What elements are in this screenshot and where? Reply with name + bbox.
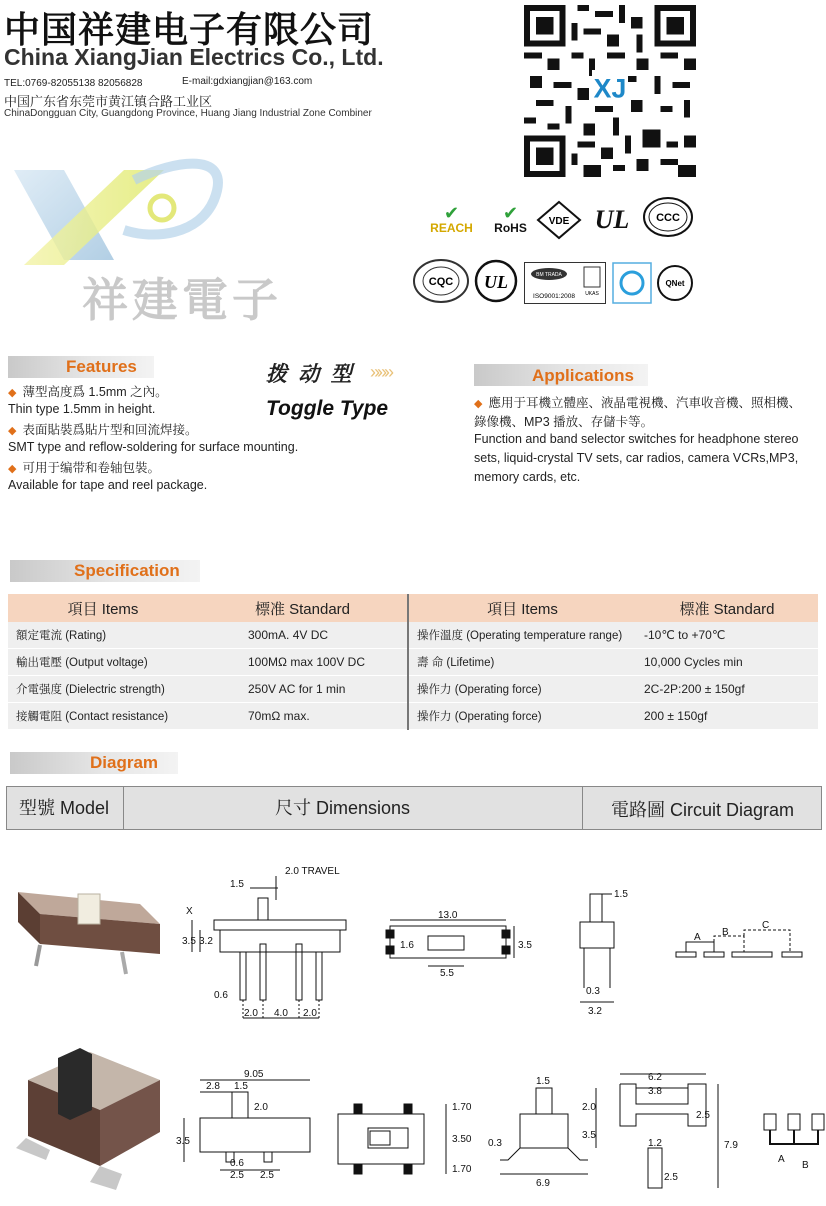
features-header (8, 356, 154, 378)
dim-label: 7.9 (724, 1140, 738, 1151)
vde-badge (536, 200, 582, 240)
chevron-right-icon: »»» (370, 362, 392, 382)
dim-label: 0.6 (214, 990, 228, 1001)
iso-badge (524, 262, 606, 304)
diagram-column-header (6, 786, 822, 830)
dim-label: 13.0 (438, 910, 458, 921)
qr-center-logo: XJ (593, 73, 627, 104)
reach-badge: ✔ REACH (430, 203, 473, 235)
dim-label: A (694, 932, 701, 943)
rohs-badge: ✔ RoHS (494, 203, 527, 235)
top-view-2 (338, 1104, 446, 1174)
diamond-icon: ◆ (474, 398, 483, 410)
dim-label: 4.0 (274, 1008, 288, 1019)
spec-cell: 壽 命 (Lifetime) (408, 649, 636, 676)
dim-label: 1.6 (400, 940, 414, 951)
applications-en-2: sets, liquid-crystal TV sets, car radios, camera VCRs,MP3, (474, 451, 799, 465)
logo-text-cn: 祥建電子 (82, 273, 282, 327)
applications-en-3: memory cards, etc. (474, 470, 581, 484)
address-en: ChinaDongguan City, Guangdong Province, Huang Jiang Industrial Zone Combiner (4, 108, 372, 119)
spec-header-items-left: 項目 Items (8, 594, 198, 622)
dim-label: 2.0 (582, 1102, 596, 1113)
spec-table (8, 594, 818, 730)
feature-2-cn: ◆ 表面貼裝爲貼片型和回流焊接。 (8, 423, 198, 437)
cqc-badge (412, 258, 470, 304)
dim-label: 0.3 (488, 1138, 502, 1149)
dim-label: 9.05 (244, 1069, 264, 1080)
dim-label: 3.5 (518, 940, 532, 951)
dim-label: 3.8 (648, 1086, 662, 1097)
spec-header-items-right: 項目 Items (408, 594, 636, 622)
ul-listed-badge (474, 258, 518, 304)
dim-label: 2.0 TRAVEL (285, 866, 340, 877)
qr-code (524, 5, 696, 177)
type-en: Toggle Type (266, 397, 389, 420)
table-row (8, 676, 818, 703)
spec-cell: 70mΩ max. (198, 703, 408, 730)
dim-label: 3.5 (176, 1136, 190, 1147)
ul-recognized-badge: UL (594, 205, 630, 234)
dim-label: 1.5 (234, 1081, 248, 1092)
spec-cell: -10℃ to +70℃ (636, 622, 818, 649)
svg-text:BM TRADA: BM TRADA (536, 272, 562, 278)
dim-label: 1.70 (452, 1102, 472, 1113)
dim-label: B (722, 927, 729, 938)
spec-cell: 額定電流 (Rating) (8, 622, 198, 649)
dim-label: 2.5 (260, 1170, 274, 1181)
dim-label: 3.5 (582, 1130, 596, 1141)
table-row (8, 703, 818, 730)
telephone: TEL:0769-82055138 82056828 (4, 78, 143, 89)
svg-text:ISO9001:2008: ISO9001:2008 (533, 293, 575, 300)
spec-header-standard-right: 標准 Standard (636, 594, 818, 622)
diagram-col-dimensions: 尺寸 Dimensions (275, 798, 411, 818)
diamond-icon: ◆ (8, 387, 17, 399)
qnet-badge (656, 262, 694, 304)
applications-cn-2: 錄像機、MP3 播放、存儲卡等。 (474, 415, 654, 429)
company-name-cn: 中国祥建电子有限公司 (4, 10, 375, 51)
ccc-badge (642, 196, 694, 238)
dim-label: 2.5 (664, 1172, 678, 1183)
dim-label: 1.5 (230, 879, 244, 890)
spec-header-row (8, 594, 818, 622)
feature-1-cn: ◆ 薄型高度爲 1.5mm 之內。 (8, 385, 168, 399)
check-icon: ✔ (502, 203, 519, 223)
spec-cell: 操作力 (Operating force) (408, 676, 636, 703)
spec-cell: 輸出電壓 (Output voltage) (8, 649, 198, 676)
spec-header-standard-left: 標准 Standard (198, 594, 408, 622)
svg-text:VDE: VDE (548, 216, 570, 227)
svg-text:UL: UL (484, 272, 508, 292)
dim-label: 0.3 (586, 986, 600, 997)
applications-header (474, 364, 648, 386)
dim-label: 3.2 (588, 1006, 602, 1017)
dim-label: 2.0 (254, 1102, 268, 1113)
feature-1-en: Thin type 1.5mm in height. (8, 402, 156, 416)
diamond-icon: ◆ (8, 425, 17, 437)
feature-3-en: Available for tape and reel package. (8, 478, 208, 492)
product-photo-1 (18, 892, 160, 974)
email: E-mail:gdxiangjian@163.com (182, 76, 313, 87)
diagram-col-circuit: 電路圖 Circuit Diagram (611, 800, 795, 820)
product-photo-2 (16, 1048, 160, 1190)
spec-cell: 250V AC for 1 min (198, 676, 408, 703)
diamond-icon: ◆ (8, 463, 17, 475)
table-row (8, 622, 818, 649)
diagram-title: Diagram (90, 753, 159, 772)
dim-label: 2.5 (230, 1170, 244, 1181)
dim-label: 3.2 (199, 936, 213, 947)
dim-label: 1.70 (452, 1164, 472, 1175)
spec-cell: 10,000 Cycles min (636, 649, 818, 676)
dim-label: 0.6 (230, 1158, 244, 1169)
diagram-drawings (0, 848, 826, 1206)
dim-label: 1.5 (614, 889, 628, 900)
dim-label: B (802, 1160, 809, 1171)
spec-cell: 2C-2P:200 ± 150gf (636, 676, 818, 703)
dim-label: 6.9 (536, 1178, 550, 1189)
dim-label: A (778, 1154, 785, 1165)
dim-label: 3.5 (182, 936, 196, 947)
dim-label: X (186, 906, 193, 917)
dim-label: 5.5 (440, 968, 454, 979)
dim-label: 6.2 (648, 1072, 662, 1083)
table-row (8, 649, 818, 676)
dim-label: 2.8 (206, 1081, 220, 1092)
spec-cell: 操作溫度 (Operating temperature range) (408, 622, 636, 649)
dim-label: 1.2 (648, 1138, 662, 1149)
features-title: Features (66, 357, 137, 376)
applications-title: Applications (532, 366, 635, 385)
svg-text:CCC: CCC (656, 212, 680, 224)
spec-cell: 100MΩ max 100V DC (198, 649, 408, 676)
check-icon: ✔ (443, 203, 460, 223)
dim-label: 1.5 (536, 1076, 550, 1087)
svg-text:UKAS: UKAS (585, 291, 599, 297)
spec-cell: 200 ± 150gf (636, 703, 818, 730)
feature-3-cn: ◆ 可用于编带和卷轴包裝。 (8, 461, 160, 475)
dim-label: 2.0 (244, 1008, 258, 1019)
dim-label: 2.0 (303, 1008, 317, 1019)
applications-en-1: Function and band selector switches for headphone stereo (474, 432, 799, 446)
spec-cell: 介電强度 (Dielectric strength) (8, 676, 198, 703)
svg-text:CQC: CQC (428, 276, 454, 288)
dim-label: C (762, 920, 770, 931)
footprint-2 (620, 1074, 718, 1188)
feature-2-en: SMT type and reflow-soldering for surface mounting. (8, 440, 299, 454)
spec-cell: 300mA. 4V DC (198, 622, 408, 649)
spec-cell: 接觸電阻 (Contact resistance) (8, 703, 198, 730)
specification-title: Specification (74, 561, 180, 580)
applications-cn-1: ◆ 應用于耳機立體座、液晶電視機、汽車收音機、照相機、 (474, 396, 801, 410)
specification-header (10, 560, 200, 582)
cqc-mark-badge (612, 262, 652, 304)
circuit-diagram-2 (764, 1114, 824, 1144)
dim-label: 3.50 (452, 1134, 472, 1145)
diagram-header (10, 752, 178, 774)
type-cn: 拨 动 型 (266, 362, 354, 386)
diagram-col-model: 型號 Model (19, 798, 110, 818)
side-view-2 (184, 1080, 310, 1170)
address-cn: 中国广东省东莞市黄江镇合路工业区 (4, 94, 213, 109)
svg-text:QNet: QNet (665, 279, 685, 288)
company-name-en: China XiangJian Electrics Co., Ltd. (4, 44, 384, 70)
spec-cell: 操作力 (Operating force) (408, 703, 636, 730)
dim-label: 2.5 (696, 1110, 710, 1121)
